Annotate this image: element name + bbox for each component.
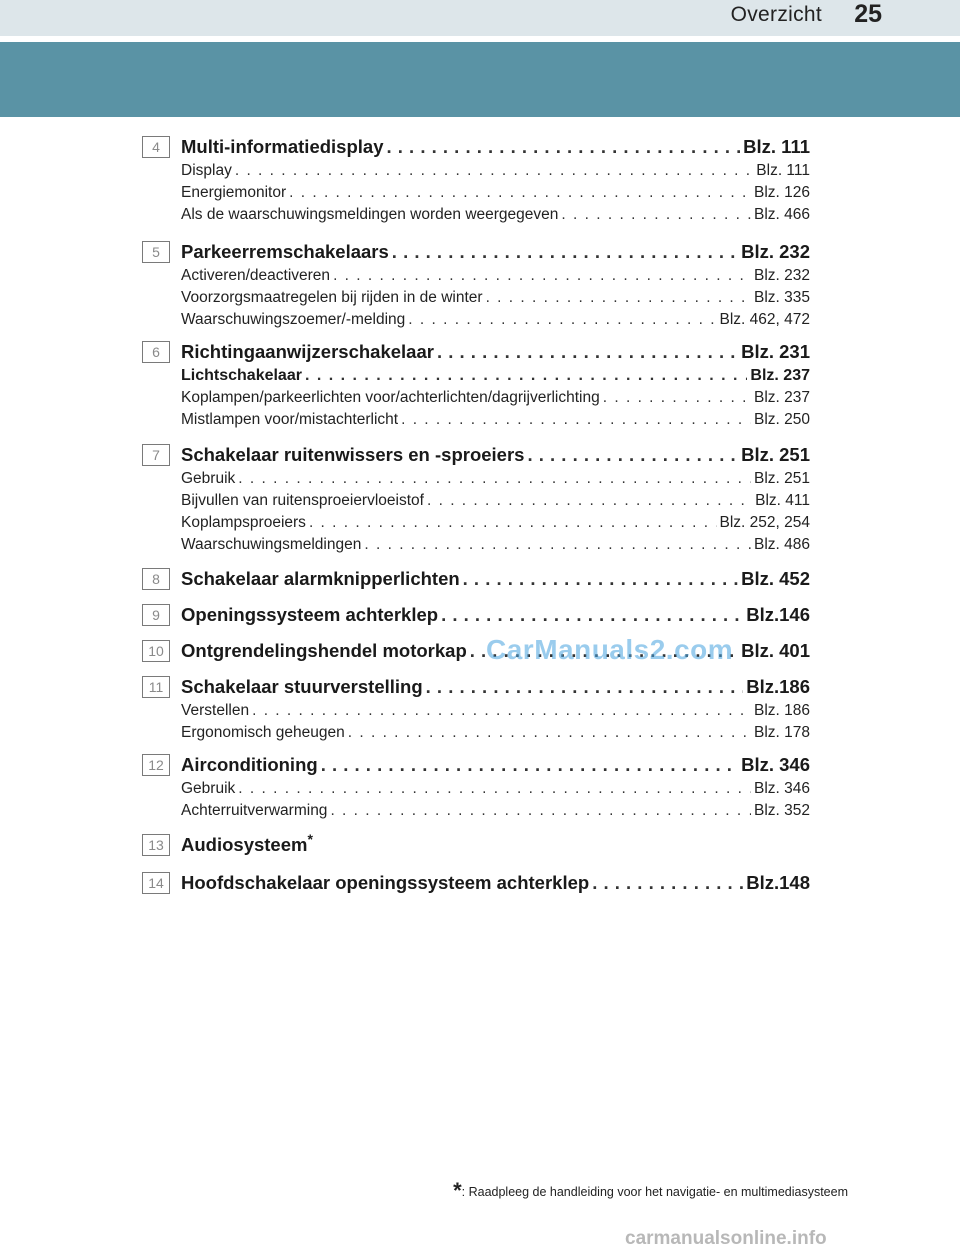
leader-dots [387,134,741,160]
leader-dots [330,800,751,822]
toc-entry-13 [0,832,960,870]
toc-entry-6 [0,339,960,442]
entry-title: Ontgrendelingshendel motorkap [181,640,467,661]
sub-title-row [181,365,810,387]
leader-dots [463,566,738,592]
entry-title: Hoofdschakelaar openingssysteem achterklep [181,872,590,893]
entry-title-row [181,134,810,160]
entry-title-row [181,566,810,592]
sub-page: Blz. 126 [753,184,810,201]
sub-entry [181,182,810,204]
sub-label: Waarschuwingsmeldingen [181,536,362,553]
entry-number: 4 [142,136,170,158]
leader-dots [527,442,738,468]
sub-label: Voorzorgsmaatregelen bij rijden in de winter [181,289,483,306]
entry-title: Schakelaar alarmknipperlichten [181,568,460,589]
entry-title-row [181,870,810,896]
entry-title-row [181,239,810,265]
sub-entry [181,700,810,722]
leader-dots [426,674,744,700]
sub-page: Blz. 346 [753,780,810,797]
entry-page: Blz. 452 [741,568,810,589]
sub-entry [181,490,810,512]
watermark-center: CarManuals2.com [486,634,734,665]
sub-page: Blz. 335 [753,289,810,306]
sub-entry [181,722,810,744]
sub-entry [181,409,810,431]
sub-entry [181,309,810,331]
entry-page: Blz.146 [746,604,810,625]
sub-label: Ergonomisch geheugen [181,724,345,741]
sub-page: Blz. 237 [753,389,810,406]
entry-title: Schakelaar ruitenwissers en -sproeiers [181,444,525,465]
entry-number: 5 [142,241,170,263]
entry-number: 14 [142,872,170,894]
sub-page: Blz. 111 [756,162,810,179]
sub-page: Blz. 251 [753,470,810,487]
leader-dots [289,182,751,204]
entry-title-row [181,339,810,365]
entry-number: 8 [142,568,170,590]
sub-page: Blz. 250 [753,411,810,428]
leader-dots [235,160,753,182]
sub-label: Verstellen [181,702,250,719]
leader-dots [561,204,751,226]
leader-dots [321,752,738,778]
section-title: Overzicht [730,3,822,26]
entry-title: Multi-informatiedisplay [181,136,384,157]
footnote [453,1178,848,1204]
leader-dots [437,339,738,365]
entry-title-row [181,832,810,858]
sub-label: Mistlampen voor/mistachterlicht [181,411,399,428]
leader-dots [427,490,752,512]
leader-dots [408,309,716,331]
leader-dots [305,365,747,387]
leader-dots [486,287,751,309]
entry-title-text: Audiosysteem [181,834,308,855]
entry-title [181,832,313,858]
toc-entry-11 [0,674,960,752]
leader-dots [348,722,751,744]
sub-entry [181,778,810,800]
entry-title: Airconditioning [181,754,318,775]
sub-label: Gebruik [181,780,236,797]
sub-page: Blz. 186 [753,702,810,719]
sub-label: Bijvullen van ruitensproeiervloeistof [181,492,424,509]
entry-title: Richtingaanwijzerschakelaar [181,341,434,362]
entry-page: Blz. 232 [741,241,810,262]
entry-title-row [181,752,810,778]
sub-page: Blz. 232 [753,267,810,284]
sub-entry [181,534,810,556]
entry-number: 10 [142,640,170,662]
sub-label: Energiemonitor [181,184,287,201]
sub-entry [181,800,810,822]
toc-entry-7 [0,442,960,566]
sub-label: Achterruitverwarming [181,802,328,819]
leader-dots [333,265,751,287]
sub-page: Blz. 178 [753,724,810,741]
leader-dots [592,870,743,896]
toc-entry-9 [0,602,960,638]
footnote-text: : Raadpleeg de handleiding voor het navigatie- en multimediasysteem [461,1185,848,1199]
leader-dots [238,468,751,490]
entry-title-row [181,674,810,700]
entry-page: Blz. 111 [743,136,810,157]
sub-entry [181,468,810,490]
watermark-bottom: carmanualsonline.info [625,1228,827,1249]
sub-entry [181,512,810,534]
entry-number: 12 [142,754,170,776]
leader-dots [238,778,751,800]
entry-page: Blz.148 [746,872,810,893]
header-banner [0,42,960,117]
entry-page: Blz. 346 [741,754,810,775]
toc-list [0,134,960,906]
entry-title-row [181,602,810,628]
entry-page: Blz. 401 [741,640,810,661]
sub-label: Waarschuwingszoemer/-melding [181,311,406,328]
footnote-star: * [453,1178,462,1203]
entry-title-row [181,442,810,468]
entry-page: Blz. 231 [741,341,810,362]
leader-dots [603,387,751,409]
sub-label: Gebruik [181,470,236,487]
entry-page: Blz.186 [746,676,810,697]
leader-dots [252,700,751,722]
entry-number: 7 [142,444,170,466]
entry-title: Parkeerremschakelaars [181,241,389,262]
toc-entry-5 [0,239,960,339]
sub-entry [181,287,810,309]
leader-dots [441,602,743,628]
toc-entry-4 [0,134,960,239]
sub-page: Blz. 411 [755,492,810,509]
entry-title: Openingssysteem achterklep [181,604,439,625]
sub-page: Blz. 486 [753,536,810,553]
entry-title: Schakelaar stuurverstelling [181,676,423,697]
asterisk-marker: * [307,830,313,847]
toc-entry-10 [0,638,960,674]
page-number: 25 [854,0,882,28]
sub-entry [181,204,810,226]
leader-dots [401,409,751,431]
entry-number: 11 [142,676,170,698]
sub-entry [181,265,810,287]
sub-entry [181,387,810,409]
toc-entry-12 [0,752,960,832]
leader-dots [364,534,751,556]
sub-label: Koplampen/parkeerlichten voor/achterlichten/dagrijverlichting [181,389,600,406]
sub-label: Koplampsproeiers [181,514,306,531]
toc-entry-8 [0,566,960,602]
sub-page: Blz. 466 [753,206,810,223]
sub-title-page: Blz. 237 [750,367,810,384]
toc-entry-14 [0,870,960,906]
sub-label: Display [181,162,232,179]
sub-title: Lichtschakelaar [181,367,302,384]
sub-page: Blz. 462, 472 [719,311,810,328]
sub-label: Als de waarschuwingsmeldingen worden weergegeven [181,206,559,223]
leader-dots [309,512,717,534]
entry-number: 9 [142,604,170,626]
leader-dots [392,239,738,265]
entry-number: 6 [142,341,170,363]
sub-page: Blz. 252, 254 [719,514,810,531]
sub-entry [181,160,810,182]
sub-label: Activeren/deactiveren [181,267,331,284]
entry-page: Blz. 251 [741,444,810,465]
sub-page: Blz. 352 [753,802,810,819]
entry-number: 13 [142,834,170,856]
